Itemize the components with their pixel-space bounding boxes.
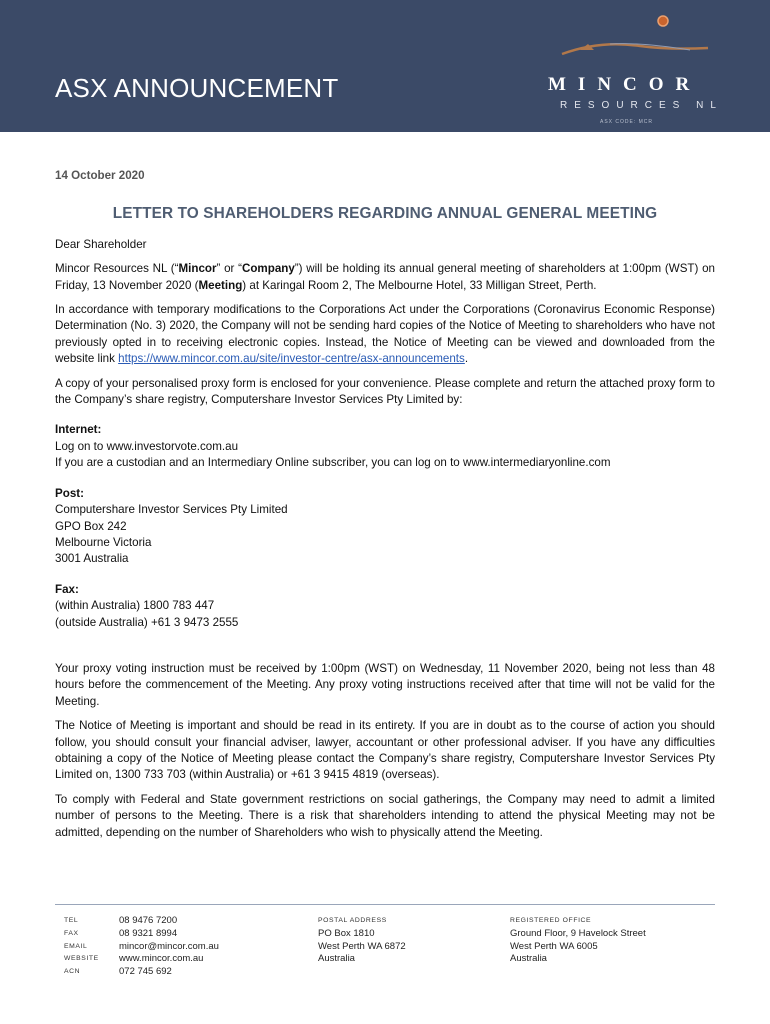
letter-date: 14 October 2020 (55, 169, 145, 182)
post-line: Computershare Investor Services Pty Limited (55, 503, 288, 517)
registered-line: West Perth WA 6005 (510, 940, 598, 952)
paragraph-notice: In accordance with temporary modifications to the Corporations Act under the Corporations (Coronavirus Economic Response) Determination (No. 3) 2020, the Company will not be sending hard copies of the Notice of Meeting to shareholders who have not previously opted in to receiving electronic copies. Instead, the Notice of Meeting can be viewed and downloaded from the website link https://www.mincor.com.au/site/investor-centre/asx-announcements. (55, 303, 715, 366)
post-line: GPO Box 242 (55, 519, 127, 533)
logo-tagline: ASX CODE: MCR (600, 119, 654, 125)
greeting: Dear Shareholder (55, 237, 147, 251)
footer-contact-row (64, 966, 219, 979)
paragraph-deadline: Your proxy voting instruction must be received by 1:00pm (WST) on Wednesday, 11 November 2020, being not less than 48 hours before the commencement of the Meeting. Any proxy voting instructions received after that time will not be valid for the Meeting. (55, 661, 715, 708)
paragraph-restrictions: To comply with Federal and State government restrictions on social gatherings, the Company may need to admit a limited number of persons to the Meeting. There is a risk that shareholders intending to attend the physical Meeting may not be admitted, depending on the number of Shareholders who wish to physically attend the Meeting. (55, 792, 715, 839)
footer-divider (55, 904, 715, 905)
registered-line: Ground Floor, 9 Havelock Street (510, 927, 646, 939)
footer-label: EMAIL (64, 942, 88, 950)
logo-subtitle: RESOURCES NL (560, 100, 723, 111)
internet-heading: Internet: (55, 423, 102, 437)
paragraph-notice-importance: The Notice of Meeting is important and should be read in its entirety. If you are in doubt as to the course of action you should follow, you should consult your financial adviser, lawyer, accountant or other professional adviser. If you have any difficulties obtaining a copy of the Notice of Meeting please contact the Company’s share registry, Computershare Investor Services Pty Limited on, 1300 733 703 (within Australia) or +61 3 9415 4819 (overseas). (55, 719, 715, 782)
registered-line: Australia (510, 953, 547, 965)
paragraph-proxy: A copy of your personalised proxy form is enclosed for your convenience. Please complete and return the attached proxy form to the Company’s share registry, Computershare Investor Services Pty Limited by: (55, 376, 715, 407)
postal-line: PO Box 1810 (318, 927, 375, 939)
postal-heading: POSTAL ADDRESS (318, 917, 387, 924)
logo-mark-icon (540, 12, 730, 72)
letter-title: LETTER TO SHAREHOLDERS REGARDING ANNUAL GENERAL MEETING (112, 205, 658, 223)
footer-value: mincor@mincor.com.au (119, 940, 219, 952)
internet-line: If you are a custodian and an Intermediary Online subscriber, you can log on to www.intermediaryonline.com (55, 456, 611, 470)
announcement-title: ASX ANNOUNCEMENT (55, 73, 339, 103)
footer-contact-row (64, 915, 219, 928)
internet-line: Log on to www.investorvote.com.au (55, 439, 239, 453)
footer-value: 08 9321 8994 (119, 927, 178, 939)
post-line: Melbourne Victoria (55, 535, 152, 549)
post-section (55, 486, 715, 568)
footer-contact-row (64, 953, 219, 966)
footer-label: ACN (64, 968, 81, 976)
footer-postal-address (318, 915, 406, 966)
footer-contact-row (64, 928, 219, 941)
footer-contact (64, 915, 219, 979)
header-band (0, 0, 770, 132)
paragraph-meeting: Mincor Resources NL (“Mincor” or “Company”) will be holding its annual general meeting of shareholders at 1:00pm (WST) on Friday, 13 November 2020 (Meeting) at Karingal Room 2, The Melbourne Hotel, 33 Milligan Street, Perth. (55, 262, 715, 292)
footer-value: 072 745 692 (119, 966, 172, 978)
fax-heading: Fax: (55, 582, 79, 596)
footer-label: FAX (64, 929, 79, 937)
asx-announcements-link[interactable]: https://www.mincor.com.au/site/investor-centre/asx-announcements (118, 352, 465, 366)
internet-section (55, 422, 715, 471)
registered-heading: REGISTERED OFFICE (510, 917, 592, 924)
footer-registered-office (510, 915, 646, 966)
letter-body (55, 168, 715, 841)
mincor-logo (540, 12, 730, 128)
post-heading: Post: (55, 486, 84, 500)
footer-contact-row (64, 941, 219, 954)
footer-label: WEBSITE (64, 955, 99, 963)
fax-section (55, 582, 715, 631)
fax-line: (within Australia) 1800 783 447 (55, 599, 215, 613)
footer-value: www.mincor.com.au (119, 953, 204, 965)
footer-value: 08 9476 7200 (119, 915, 178, 926)
postal-line: Australia (318, 953, 355, 965)
postal-line: West Perth WA 6872 (318, 940, 406, 952)
post-line: 3001 Australia (55, 552, 129, 566)
footer-label: TEL (64, 917, 79, 924)
fax-line: (outside Australia) +61 3 9473 2555 (55, 615, 239, 629)
logo-wordmark: MINCOR (548, 74, 702, 95)
